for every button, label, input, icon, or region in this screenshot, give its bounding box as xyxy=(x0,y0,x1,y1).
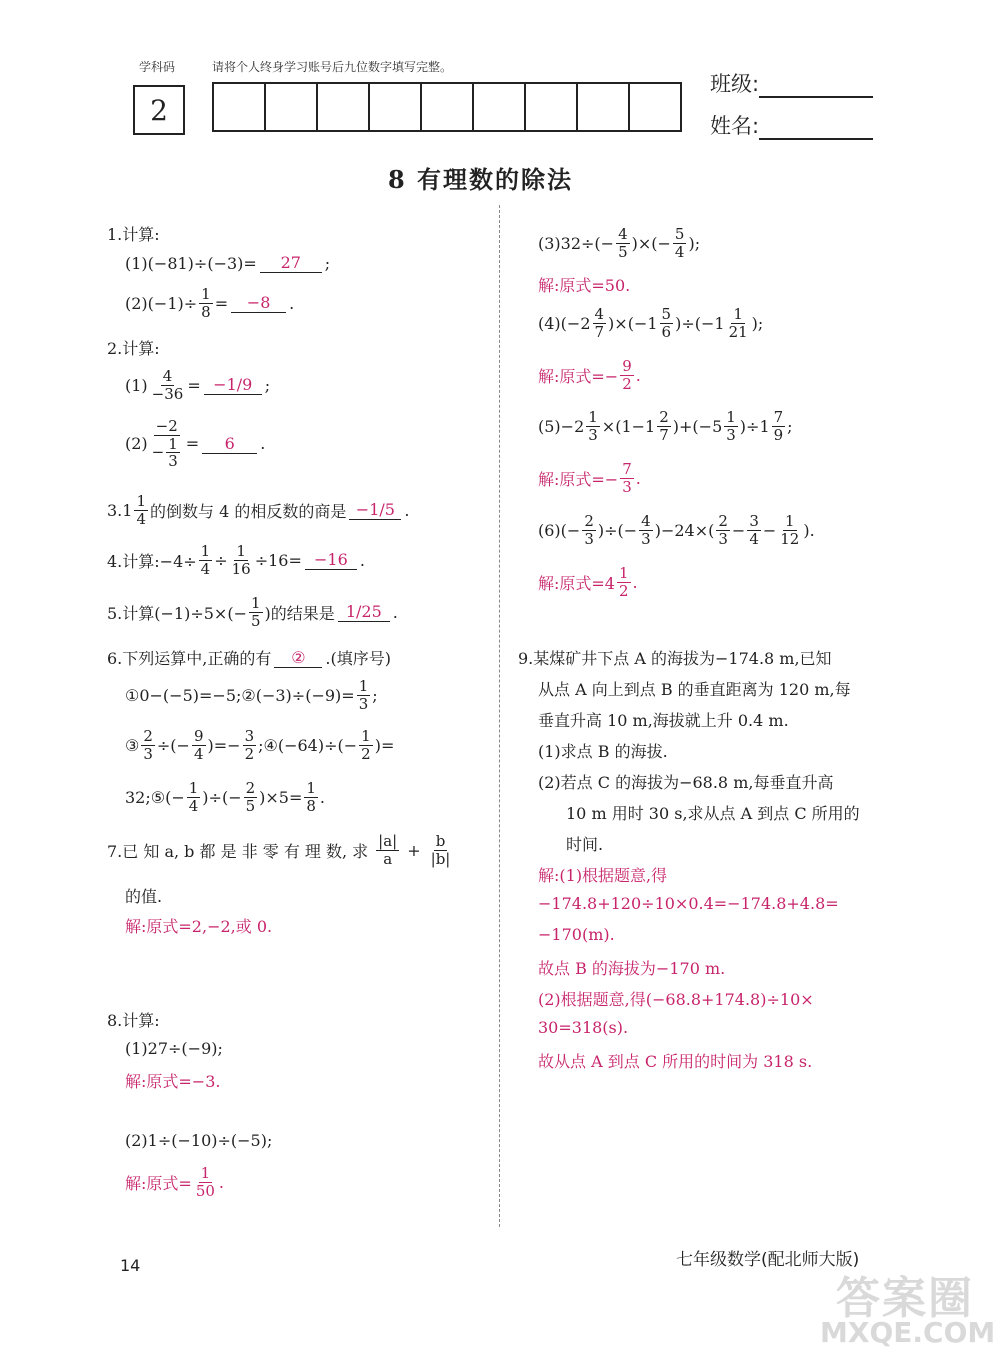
q9-answer-line: (2)根据题意,得(−68.8+174.8)÷10× xyxy=(538,990,814,1009)
fraction: $\frac{1}{8}$ xyxy=(201,285,211,321)
digit-box[interactable] xyxy=(266,84,318,130)
account-instruction: 请将个人终身学习账号后九位数字填写完整。 xyxy=(212,60,453,74)
fraction: $\frac{1}{5}$ xyxy=(250,594,261,630)
q8-part1: (1)27÷(−9); xyxy=(125,1039,223,1058)
answer-blank: −1/5 xyxy=(349,500,401,520)
subject-code: 2 xyxy=(150,93,168,127)
subject-code-box xyxy=(133,85,185,135)
q3: 3.1 $\frac{1}{4}$ 的倒数与 4 的相反数的商是 −1/5 . xyxy=(107,492,410,528)
q8-part4: (4)(−2 $\frac{4}{7}$ )×(−1 $\frac{5}{6}$ )÷(−1 $\frac{1}{21}$ ); xyxy=(538,305,764,341)
page-title: 8 有理数的除法 xyxy=(388,165,574,194)
fraction: $\frac{1}{16}$ xyxy=(231,542,251,578)
q9-answer-line: 故点 B 的海拔为−170 m. xyxy=(538,959,726,978)
q8-part5-answer: 解:原式=− $\frac{7}{3}$ . xyxy=(538,460,641,496)
book-title: 七年级数学(配北师大版) xyxy=(676,1250,860,1270)
fraction: −2 − $\frac{1}{3}$ xyxy=(151,417,178,470)
q1-part2: (2)(−1)÷ $\frac{1}{8}$ = −8 . xyxy=(125,285,295,321)
q8-part2-answer: 解:原式= $\frac{1}{50}$ . xyxy=(125,1164,224,1200)
q9-answer-line: −174.8+120÷10×0.4=−174.8+4.8= xyxy=(538,894,839,913)
q9-line: 从点 A 向上到点 B 的垂直距离为 120 m,每 xyxy=(538,680,851,699)
q9-line: 垂直升高 10 m,海拔就上升 0.4 m. xyxy=(538,711,789,730)
q8-part6: (6)(− $\frac{2}{3}$ )÷(− $\frac{4}{3}$ )−24×( $\frac{2}{3}$ − $\frac{3}{4}$ − $\frac{1}{12}$ ). xyxy=(538,512,815,548)
q8-part5: (5)−2 $\frac{1}{3}$ ×(1−1 $\frac{2}{7}$ )+(−5 $\frac{1}{3}$ )÷1 $\frac{7}{9}$ ; xyxy=(538,408,793,444)
digit-box[interactable] xyxy=(214,84,266,130)
account-digit-boxes[interactable] xyxy=(212,82,682,132)
fraction: $\frac{1}{3}$ xyxy=(168,434,178,470)
digit-box[interactable] xyxy=(578,84,630,130)
q8-part3: (3)32÷(− $\frac{4}{5}$ )×(− $\frac{5}{4}$ ); xyxy=(538,225,701,261)
digit-box[interactable] xyxy=(318,84,370,130)
q6-line2: ③ $\frac{2}{3}$ ÷(− $\frac{9}{4}$ )=− $\frac{3}{2}$ ;④(−64)÷(− $\frac{1}{2}$ )= xyxy=(125,727,395,763)
answer-blank: 1/25 xyxy=(338,602,390,622)
q8-label: 8.计算: xyxy=(107,1011,160,1030)
q7: 7.已 知 a, b 都 是 非 零 有 理 数, 求 $\frac{|a|}{a}$ + $\frac{b}{|b|}$ xyxy=(107,832,451,868)
q2-label: 2.计算: xyxy=(107,339,160,358)
q6: 6.下列运算中,正确的有 ② .(填序号) xyxy=(107,647,391,668)
fraction: $\frac{1}{4}$ xyxy=(200,542,211,578)
q9-answer-line: −170(m). xyxy=(538,925,615,944)
name-label: 姓名: xyxy=(710,114,760,138)
q8-part6-answer: 解:原式=4 $\frac{1}{2}$ . xyxy=(538,564,638,600)
q9-line: (2)若点 C 的海拔为−68.8 m,每垂直升高 xyxy=(538,773,834,792)
q9-answer-line: 故从点 A 到点 C 所用的时间为 318 s. xyxy=(538,1052,813,1071)
q1-label: 1.计算: xyxy=(107,225,160,244)
q9-line: 时间. xyxy=(566,835,604,854)
answer-blank: 6 xyxy=(202,434,257,454)
q6-line3: 32;⑤(− $\frac{1}{4}$ )÷(− $\frac{2}{5}$ )×5= $\frac{1}{8}$ . xyxy=(125,779,326,815)
q9-line: 10 m 用时 30 s,求从点 A 到点 C 所用的 xyxy=(566,804,860,823)
name-field[interactable] xyxy=(710,110,873,140)
q7-answer: 解:原式=2,−2,或 0. xyxy=(125,917,273,936)
q9-line: 9.某煤矿井下点 A 的海拔为−174.8 m,已知 xyxy=(518,649,832,668)
q4: 4.计算:−4÷ $\frac{1}{4}$ ÷ $\frac{1}{16}$ ÷16= −16 . xyxy=(107,542,365,578)
q1-part1: (1)(−81)÷(−3)= 27 ; xyxy=(125,253,331,273)
class-label: 班级: xyxy=(710,72,760,96)
answer-blank: −1/9 xyxy=(204,375,262,395)
digit-box[interactable] xyxy=(422,84,474,130)
fraction: $\frac{4}{-36}$ xyxy=(151,367,184,403)
q8-part4-answer: 解:原式=− $\frac{9}{2}$ . xyxy=(538,357,641,393)
digit-box[interactable] xyxy=(526,84,578,130)
q7-line2: 的值. xyxy=(125,887,163,906)
q2-part1: (1) $\frac{4}{-36}$ = −1/9 ; xyxy=(125,367,271,403)
answer-blank: 27 xyxy=(260,253,322,273)
q5: 5.计算(−1)÷5×(− $\frac{1}{5}$ )的结果是 1/25 . xyxy=(107,594,398,630)
column-divider xyxy=(499,205,500,1227)
q9-answer-line: 解:(1)根据题意,得 xyxy=(538,866,668,885)
fraction: $\frac{1}{3}$ xyxy=(358,677,369,713)
answer-blank: ② xyxy=(274,648,322,668)
watermark-url: MXQE.COM xyxy=(820,1316,996,1349)
answer-blank: −16 xyxy=(305,550,357,570)
digit-box[interactable] xyxy=(630,84,680,130)
answer-blank: −8 xyxy=(231,293,286,313)
fraction: $\frac{1}{4}$ xyxy=(136,492,146,528)
class-input-line[interactable] xyxy=(759,76,873,98)
q2-part2: (2) −2 − $\frac{1}{3}$ = 6 . xyxy=(125,417,266,470)
q8-part3-answer: 解:原式=50. xyxy=(538,276,631,295)
digit-box[interactable] xyxy=(370,84,422,130)
name-input-line[interactable] xyxy=(759,118,873,140)
q9-line: (1)求点 B 的海拔. xyxy=(538,742,668,761)
digit-box[interactable] xyxy=(474,84,526,130)
class-field[interactable] xyxy=(710,68,873,98)
q9-answer-line: 30=318(s). xyxy=(538,1018,629,1037)
q8-part1-answer: 解:原式=−3. xyxy=(125,1072,221,1091)
q8-part2: (2)1÷(−10)÷(−5); xyxy=(125,1131,273,1150)
q6-line1: ①0−(−5)=−5;②(−3)÷(−9)= $\frac{1}{3}$ ; xyxy=(125,677,378,713)
watermark-logo: 答案圈 xyxy=(836,1273,974,1324)
subject-code-label: 学科码 xyxy=(139,60,176,74)
page-number: 14 xyxy=(120,1256,141,1275)
